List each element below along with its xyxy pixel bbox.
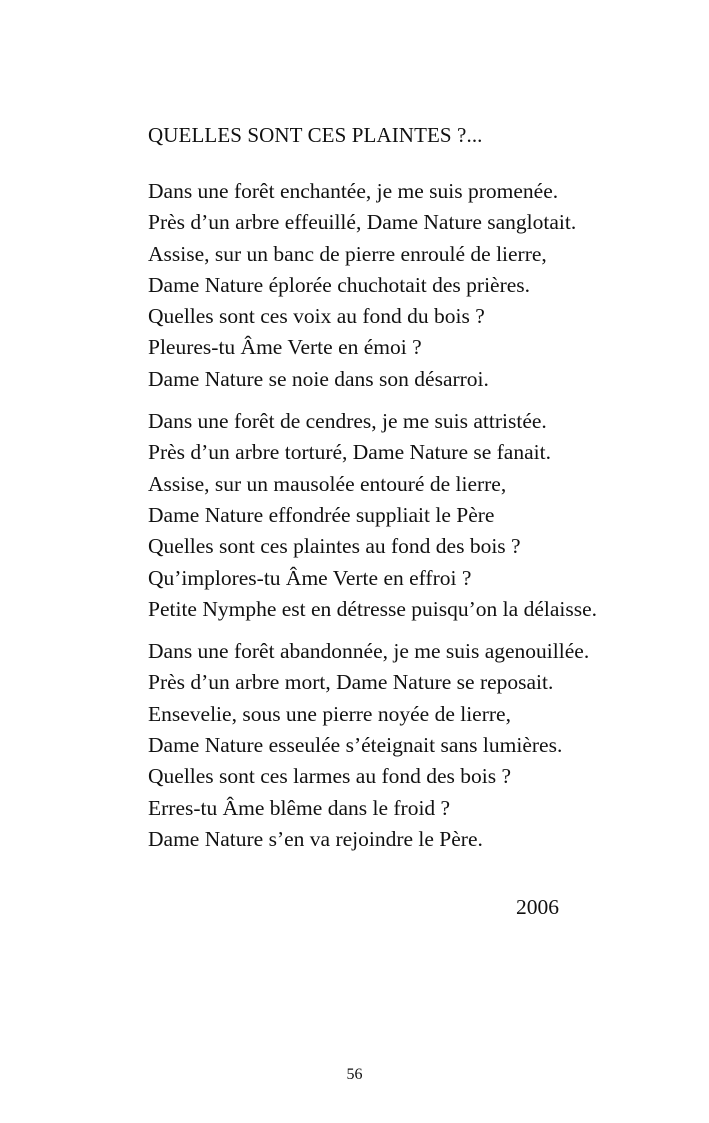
poem-title: QUELLES SONT CES PLAINTES ?... <box>148 123 483 147</box>
verse-line: Quelles sont ces plaintes au fond des bois ? <box>148 534 521 559</box>
verse-line: Près d’un arbre mort, Dame Nature se reposait. <box>148 670 554 695</box>
page-number: 56 <box>346 1066 363 1083</box>
stanza-3 <box>148 636 610 855</box>
verse-line: Assise, sur un mausolée entouré de lierre, <box>148 471 507 496</box>
verse-line: Dans une forêt enchantée, je me suis promenée. <box>148 179 559 203</box>
verse-line: Près d’un arbre torturé, Dame Nature se fanait. <box>148 440 551 465</box>
poem-page <box>148 120 610 866</box>
verse-line: Dame Nature esseulée s’éteignait sans lumières. <box>148 733 563 758</box>
verse-line: Dame Nature effondrée suppliait le Père <box>148 502 495 527</box>
verse-line: Dame Nature s’en va rejoindre le Père. <box>148 826 483 851</box>
verse-line: Dans une forêt de cendres, je me suis attristée. <box>148 409 547 434</box>
verse-line: Assise, sur un banc de pierre enroulé de lierre, <box>148 241 547 266</box>
verse-line: Ensevelie, sous une pierre noyée de lierre, <box>148 701 511 726</box>
stanza-1 <box>148 176 610 395</box>
verse-line: Quelles sont ces larmes au fond des bois ? <box>148 764 512 789</box>
verse-line: Petite Nymphe est en détresse puisqu’on la délaisse. <box>148 596 598 621</box>
verse-line: Dame Nature éplorée chuchotait des prières. <box>148 272 531 297</box>
poem-date: 2006 <box>516 895 559 919</box>
verse-line: Qu’implores-tu Âme Verte en effroi ? <box>148 565 472 590</box>
verse-line: Dame Nature se noie dans son désarroi. <box>148 366 489 391</box>
stanza-2 <box>148 406 610 625</box>
verse-line: Erres-tu Âme blême dans le froid ? <box>148 795 451 820</box>
verse-line: Pleures-tu Âme Verte en émoi ? <box>148 335 422 360</box>
verse-line: Près d’un arbre effeuillé, Dame Nature sanglotait. <box>148 210 577 235</box>
verse-line: Quelles sont ces voix au fond du bois ? <box>148 304 485 329</box>
verse-line: Dans une forêt abandonnée, je me suis agenouillée. <box>148 639 590 664</box>
